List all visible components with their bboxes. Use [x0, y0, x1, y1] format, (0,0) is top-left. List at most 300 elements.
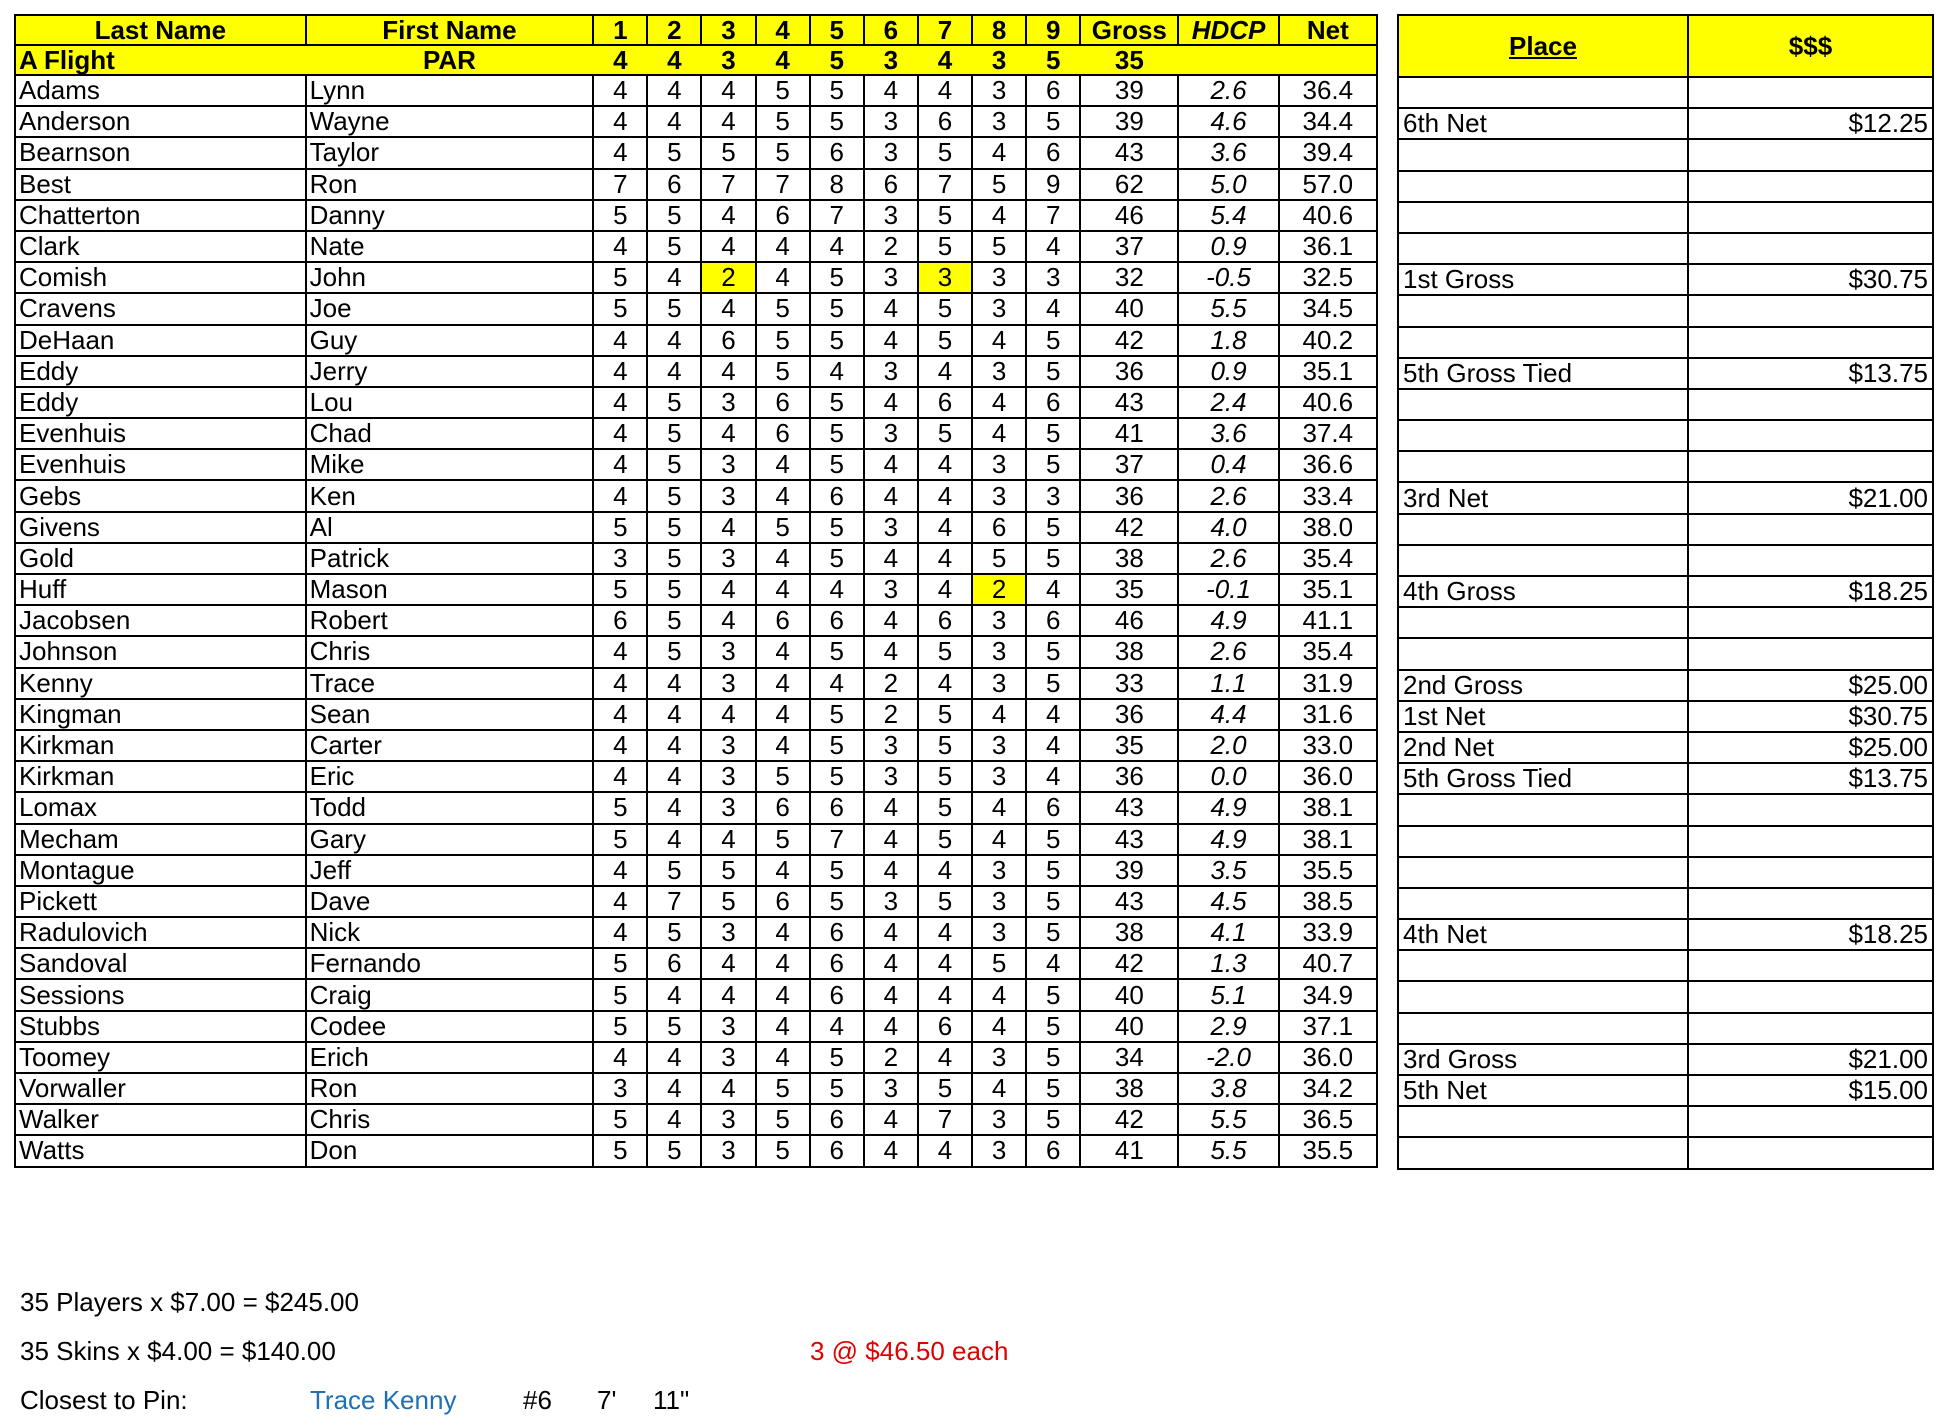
player-row — [15, 1073, 1377, 1104]
hole-score-cell: 4 — [918, 480, 972, 511]
hole-score-cell: 4 — [593, 387, 647, 418]
gross-cell: 42 — [1080, 1104, 1178, 1135]
hole-score-cell: 4 — [593, 449, 647, 480]
hole-score-cell: 3 — [701, 1135, 755, 1166]
place-cell — [1398, 514, 1688, 545]
first-name-cell: Robert — [306, 605, 594, 636]
gross-header: Gross — [1080, 15, 1178, 45]
gross-cell: 39 — [1080, 75, 1178, 106]
hole-score-cell: 4 — [918, 948, 972, 979]
hole-score-cell: 5 — [918, 636, 972, 667]
hole-header: 2 — [647, 15, 701, 45]
place-cell — [1398, 420, 1688, 451]
hole-score-cell: 5 — [756, 761, 810, 792]
place-cell — [1398, 202, 1688, 233]
amount-cell — [1688, 638, 1933, 669]
hole-score-cell: 5 — [918, 886, 972, 917]
place-cell — [1398, 1106, 1688, 1137]
hdcp-cell: 4.1 — [1178, 917, 1278, 948]
gross-cell: 43 — [1080, 137, 1178, 168]
hole-score-cell: 4 — [864, 1104, 918, 1135]
hdcp-cell: 0.9 — [1178, 356, 1278, 387]
hole-score-cell: 3 — [972, 1042, 1026, 1073]
hdcp-cell: 4.5 — [1178, 886, 1278, 917]
player-row — [15, 543, 1377, 574]
hole-score-cell: 4 — [918, 1135, 972, 1166]
first-name-cell: Lou — [306, 387, 594, 418]
hole-score-cell: 4 — [810, 668, 864, 699]
first-name-cell: Joe — [306, 293, 594, 324]
amount-cell: $30.75 — [1688, 701, 1933, 732]
hole-par: 3 — [972, 45, 1026, 75]
hole-score-cell: 3 — [864, 106, 918, 137]
hole-score-cell: 4 — [647, 730, 701, 761]
hole-score-cell: 3 — [972, 1104, 1026, 1135]
gross-cell: 36 — [1080, 480, 1178, 511]
hole-score-cell: 4 — [1026, 231, 1080, 262]
score-table — [14, 14, 1378, 1168]
hole-score-cell: 6 — [1026, 792, 1080, 823]
hole-score-cell: 6 — [1026, 137, 1080, 168]
hdcp-cell: 3.5 — [1178, 855, 1278, 886]
hole-score-cell: 5 — [647, 231, 701, 262]
payout-row — [1398, 981, 1933, 1012]
payout-row — [1398, 171, 1933, 202]
hole-score-cell: 6 — [1026, 75, 1080, 106]
hole-score-cell: 3 — [972, 917, 1026, 948]
hole-score-cell: 5 — [810, 886, 864, 917]
hole-score-cell: 3 — [972, 449, 1026, 480]
net-cell: 40.6 — [1279, 387, 1377, 418]
hole-score-cell: 3 — [972, 886, 1026, 917]
hole-score-cell: 4 — [756, 636, 810, 667]
hole-score-cell: 4 — [972, 418, 1026, 449]
hole-score-cell: 6 — [647, 169, 701, 200]
hole-score-cell: 5 — [918, 293, 972, 324]
hole-score-cell: 5 — [647, 917, 701, 948]
hole-score-cell: 4 — [647, 668, 701, 699]
hole-score-cell: 4 — [701, 948, 755, 979]
hole-score-cell: 4 — [864, 605, 918, 636]
hole-score-cell: 4 — [864, 948, 918, 979]
hole-score-cell: 5 — [1026, 512, 1080, 543]
last-name-cell: Watts — [15, 1135, 306, 1166]
player-row — [15, 1042, 1377, 1073]
par-total: 35 — [1080, 45, 1178, 75]
hole-score-cell: 5 — [593, 512, 647, 543]
hdcp-cell: 3.6 — [1178, 137, 1278, 168]
hole-score-cell: 4 — [756, 543, 810, 574]
hole-score-cell: 3 — [701, 1042, 755, 1073]
hole-score-cell: 4 — [918, 75, 972, 106]
hole-score-cell: 4 — [918, 1042, 972, 1073]
hdcp-cell: -0.5 — [1178, 262, 1278, 293]
payout-row — [1398, 77, 1933, 108]
player-row — [15, 574, 1377, 605]
hole-score-cell: 4 — [701, 574, 755, 605]
hole-score-cell: 4 — [864, 1011, 918, 1042]
payout-row — [1398, 607, 1933, 638]
hole-score-cell: 5 — [972, 231, 1026, 262]
amount-cell — [1688, 77, 1933, 108]
gross-cell: 43 — [1080, 824, 1178, 855]
payout-row — [1398, 826, 1933, 857]
hole-score-cell: 5 — [647, 418, 701, 449]
hole-score-cell: 5 — [647, 512, 701, 543]
hdcp-cell: 1.8 — [1178, 325, 1278, 356]
amount-header: $$$ — [1688, 15, 1933, 77]
hole-par: 5 — [810, 45, 864, 75]
hdcp-cell: 4.4 — [1178, 699, 1278, 730]
net-cell: 40.7 — [1279, 948, 1377, 979]
first-name-cell: Chris — [306, 1104, 594, 1135]
hole-score-cell: 5 — [918, 761, 972, 792]
hole-score-cell: 5 — [756, 1104, 810, 1135]
hole-score-cell: 4 — [701, 824, 755, 855]
hole-score-cell: 3 — [701, 917, 755, 948]
first-name-cell: Chad — [306, 418, 594, 449]
hole-score-cell: 4 — [647, 979, 701, 1010]
hole-score-cell: 5 — [918, 325, 972, 356]
hole-score-cell: 4 — [701, 979, 755, 1010]
hole-score-cell: 4 — [756, 668, 810, 699]
place-cell: 4th Net — [1398, 919, 1688, 950]
net-cell: 33.9 — [1279, 917, 1377, 948]
hole-score-cell: 6 — [918, 106, 972, 137]
hole-score-cell: 8 — [810, 169, 864, 200]
hole-score-cell: 5 — [810, 75, 864, 106]
amount-cell — [1688, 389, 1933, 420]
place-cell: 3rd Net — [1398, 482, 1688, 513]
hole-score-cell: 4 — [918, 979, 972, 1010]
last-name-cell: Vorwaller — [15, 1073, 306, 1104]
hole-score-cell: 3 — [864, 886, 918, 917]
amount-cell: $21.00 — [1688, 482, 1933, 513]
player-row — [15, 325, 1377, 356]
amount-cell — [1688, 794, 1933, 825]
hole-score-cell: 3 — [593, 1073, 647, 1104]
hole-score-cell: 5 — [756, 75, 810, 106]
hole-score-cell: 3 — [864, 574, 918, 605]
amount-cell — [1688, 327, 1933, 358]
hole-header: 6 — [864, 15, 918, 45]
hole-score-cell: 4 — [593, 886, 647, 917]
hole-score-cell: 4 — [701, 356, 755, 387]
last-name-cell: Chatterton — [15, 200, 306, 231]
hole-par: 5 — [1026, 45, 1080, 75]
gross-cell: 40 — [1080, 293, 1178, 324]
hole-score-cell: 4 — [593, 761, 647, 792]
hole-score-cell: 7 — [1026, 200, 1080, 231]
amount-cell — [1688, 888, 1933, 919]
net-cell: 35.4 — [1279, 636, 1377, 667]
payout-row — [1398, 857, 1933, 888]
hole-score-cell: 4 — [864, 792, 918, 823]
net-cell: 36.4 — [1279, 75, 1377, 106]
hole-score-cell: 3 — [972, 262, 1026, 293]
hole-score-cell: 3 — [864, 200, 918, 231]
amount-cell — [1688, 295, 1933, 326]
hdcp-cell: 1.1 — [1178, 668, 1278, 699]
last-name-cell: Montague — [15, 855, 306, 886]
amount-cell — [1688, 514, 1933, 545]
payout-row — [1398, 670, 1933, 701]
hole-score-cell: 4 — [756, 480, 810, 511]
hole-par: 4 — [647, 45, 701, 75]
hole-score-cell: 4 — [864, 480, 918, 511]
hole-header: 7 — [918, 15, 972, 45]
hdcp-cell: 2.4 — [1178, 387, 1278, 418]
player-row — [15, 387, 1377, 418]
net-cell: 33.4 — [1279, 480, 1377, 511]
hole-score-cell: 5 — [810, 325, 864, 356]
player-row — [15, 418, 1377, 449]
hole-score-cell: 5 — [647, 449, 701, 480]
first-name-cell: Ron — [306, 169, 594, 200]
amount-cell: $13.75 — [1688, 763, 1933, 794]
hole-score-cell: 3 — [701, 730, 755, 761]
first-name-cell: Craig — [306, 979, 594, 1010]
first-name-cell: Sean — [306, 699, 594, 730]
first-name-cell: Taylor — [306, 137, 594, 168]
hole-score-cell: 5 — [593, 262, 647, 293]
hole-score-cell: 4 — [972, 137, 1026, 168]
gross-cell: 43 — [1080, 792, 1178, 823]
hole-score-cell: 4 — [647, 699, 701, 730]
net-cell: 38.5 — [1279, 886, 1377, 917]
closest-to-pin-name: Trace Kenny — [310, 1385, 457, 1415]
place-cell — [1398, 77, 1688, 108]
hole-score-cell: 5 — [918, 137, 972, 168]
player-row — [15, 200, 1377, 231]
hole-score-cell: 3 — [701, 636, 755, 667]
first-name-cell: Codee — [306, 1011, 594, 1042]
hole-score-cell: 4 — [864, 75, 918, 106]
gross-cell: 62 — [1080, 169, 1178, 200]
hole-score-cell: 4 — [864, 543, 918, 574]
net-header: Net — [1279, 15, 1377, 45]
header-row — [15, 15, 1377, 45]
first-name-cell: Mason — [306, 574, 594, 605]
net-cell: 35.4 — [1279, 543, 1377, 574]
place-cell: 2nd Gross — [1398, 670, 1688, 701]
hole-par: 3 — [864, 45, 918, 75]
hole-score-cell: 4 — [647, 325, 701, 356]
payout-row — [1398, 1013, 1933, 1044]
hole-score-cell: 5 — [1026, 418, 1080, 449]
hole-score-cell: 5 — [1026, 356, 1080, 387]
hole-score-cell: 4 — [918, 668, 972, 699]
payout-row — [1398, 514, 1933, 545]
hole-score-cell: 5 — [756, 356, 810, 387]
gross-cell: 32 — [1080, 262, 1178, 293]
hole-score-cell: 3 — [972, 636, 1026, 667]
hole-score-cell: 4 — [756, 948, 810, 979]
hole-score-cell: 5 — [918, 792, 972, 823]
hole-score-cell: 5 — [756, 293, 810, 324]
hole-score-cell: 3 — [1026, 262, 1080, 293]
last-name-cell: Anderson — [15, 106, 306, 137]
payout-row — [1398, 732, 1933, 763]
hole-par: 3 — [701, 45, 755, 75]
hdcp-cell: 2.6 — [1178, 480, 1278, 511]
hole-score-cell: 4 — [1026, 574, 1080, 605]
net-cell: 33.0 — [1279, 730, 1377, 761]
hdcp-cell: 5.1 — [1178, 979, 1278, 1010]
hole-score-cell: 7 — [647, 886, 701, 917]
hole-score-cell: 4 — [918, 356, 972, 387]
par-label: PAR — [306, 45, 594, 75]
hole-score-cell: 5 — [810, 543, 864, 574]
hole-score-cell: 4 — [593, 137, 647, 168]
last-name-cell: Givens — [15, 512, 306, 543]
hole-score-cell: 3 — [701, 480, 755, 511]
last-name-cell: Sandoval — [15, 948, 306, 979]
hole-score-cell: 4 — [647, 1073, 701, 1104]
place-cell: 3rd Gross — [1398, 1044, 1688, 1075]
amount-cell — [1688, 139, 1933, 170]
player-row — [15, 262, 1377, 293]
hole-score-cell: 4 — [972, 1073, 1026, 1104]
hole-score-cell: 4 — [593, 231, 647, 262]
gross-cell: 35 — [1080, 730, 1178, 761]
hole-header: 3 — [701, 15, 755, 45]
hole-score-cell: 5 — [918, 418, 972, 449]
hole-score-cell: 5 — [1026, 543, 1080, 574]
hole-score-cell: 4 — [701, 1073, 755, 1104]
hole-score-cell: 6 — [1026, 387, 1080, 418]
hole-score-cell: 4 — [701, 75, 755, 106]
hole-score-cell: 3 — [972, 730, 1026, 761]
hole-score-cell: 5 — [647, 605, 701, 636]
hole-score-cell: 4 — [593, 1042, 647, 1073]
net-cell: 38.1 — [1279, 792, 1377, 823]
hole-score-cell: 5 — [701, 886, 755, 917]
place-cell — [1398, 857, 1688, 888]
hdcp-cell: 0.0 — [1178, 761, 1278, 792]
payout-row — [1398, 295, 1933, 326]
hole-score-cell: 4 — [701, 200, 755, 231]
last-name-cell: Stubbs — [15, 1011, 306, 1042]
last-name-cell: DeHaan — [15, 325, 306, 356]
payout-row — [1398, 545, 1933, 576]
hole-score-cell: 6 — [810, 137, 864, 168]
payout-row — [1398, 701, 1933, 732]
gross-cell: 38 — [1080, 636, 1178, 667]
amount-cell: $18.25 — [1688, 576, 1933, 607]
place-cell — [1398, 295, 1688, 326]
hdcp-cell: 5.4 — [1178, 200, 1278, 231]
players-fee-line: 35 Players x $7.00 = $245.00 — [20, 1287, 359, 1317]
hole-score-cell: 4 — [647, 761, 701, 792]
amount-cell: $15.00 — [1688, 1075, 1933, 1106]
hole-score-cell: 3 — [972, 106, 1026, 137]
place-cell: 1st Net — [1398, 701, 1688, 732]
hdcp-cell: 3.8 — [1178, 1073, 1278, 1104]
hole-score-cell: 4 — [647, 1104, 701, 1135]
net-cell: 41.1 — [1279, 605, 1377, 636]
hole-score-cell: 6 — [810, 917, 864, 948]
payout-row — [1398, 420, 1933, 451]
hole-score-cell: 6 — [701, 325, 755, 356]
hole-score-cell: 3 — [864, 761, 918, 792]
hdcp-cell: 0.4 — [1178, 449, 1278, 480]
net-cell: 34.2 — [1279, 1073, 1377, 1104]
last-name-cell: Kirkman — [15, 761, 306, 792]
player-row — [15, 1104, 1377, 1135]
hole-score-cell: 5 — [810, 699, 864, 730]
player-row — [15, 293, 1377, 324]
hole-score-cell: 5 — [756, 1073, 810, 1104]
hdcp-cell: -2.0 — [1178, 1042, 1278, 1073]
last-name-cell: Toomey — [15, 1042, 306, 1073]
amount-cell — [1688, 451, 1933, 482]
player-row — [15, 1135, 1377, 1166]
hole-score-cell: 5 — [810, 1042, 864, 1073]
hole-score-cell: 4 — [918, 855, 972, 886]
amount-cell: $12.25 — [1688, 108, 1933, 139]
hole-score-cell: 3 — [972, 480, 1026, 511]
net-cell: 31.9 — [1279, 668, 1377, 699]
hole-score-cell: 7 — [593, 169, 647, 200]
hdcp-cell: 5.5 — [1178, 1104, 1278, 1135]
last-name-cell: Best — [15, 169, 306, 200]
last-name-cell: Walker — [15, 1104, 306, 1135]
payout-row — [1398, 919, 1933, 950]
hole-score-cell: 4 — [972, 699, 1026, 730]
hole-score-cell: 3 — [864, 262, 918, 293]
last-name-cell: Evenhuis — [15, 449, 306, 480]
hole-score-cell: 4 — [864, 917, 918, 948]
last-name-cell: Mecham — [15, 824, 306, 855]
hole-score-cell: 4 — [1026, 948, 1080, 979]
hole-score-cell: 3 — [972, 1135, 1026, 1166]
gross-cell: 34 — [1080, 1042, 1178, 1073]
hole-score-cell: 4 — [593, 730, 647, 761]
hole-score-cell: 3 — [972, 605, 1026, 636]
hole-score-cell: 2 — [864, 668, 918, 699]
first-name-cell: Jeff — [306, 855, 594, 886]
net-cell: 36.0 — [1279, 761, 1377, 792]
hole-score-cell: 5 — [756, 325, 810, 356]
gross-cell: 40 — [1080, 1011, 1178, 1042]
net-cell: 34.5 — [1279, 293, 1377, 324]
hole-score-cell: 4 — [593, 699, 647, 730]
hole-score-cell: 4 — [701, 605, 755, 636]
payout-row — [1398, 139, 1933, 170]
place-cell — [1398, 826, 1688, 857]
first-name-cell: Wayne — [306, 106, 594, 137]
hole-score-cell: 3 — [972, 356, 1026, 387]
payout-row — [1398, 327, 1933, 358]
hdcp-cell: 2.6 — [1178, 636, 1278, 667]
last-name-cell: Kirkman — [15, 730, 306, 761]
place-cell — [1398, 171, 1688, 202]
first-name-cell: Guy — [306, 325, 594, 356]
par-net-blank — [1279, 45, 1377, 75]
player-row — [15, 948, 1377, 979]
player-row — [15, 356, 1377, 387]
hole-score-cell: 4 — [864, 1135, 918, 1166]
net-cell: 35.1 — [1279, 356, 1377, 387]
hole-score-cell: 4 — [1026, 699, 1080, 730]
last-name-cell: Kingman — [15, 699, 306, 730]
net-cell: 37.4 — [1279, 418, 1377, 449]
hole-score-cell: 4 — [810, 231, 864, 262]
place-cell: 5th Net — [1398, 1075, 1688, 1106]
hole-score-cell: 7 — [810, 200, 864, 231]
hole-score-cell: 3 — [972, 761, 1026, 792]
